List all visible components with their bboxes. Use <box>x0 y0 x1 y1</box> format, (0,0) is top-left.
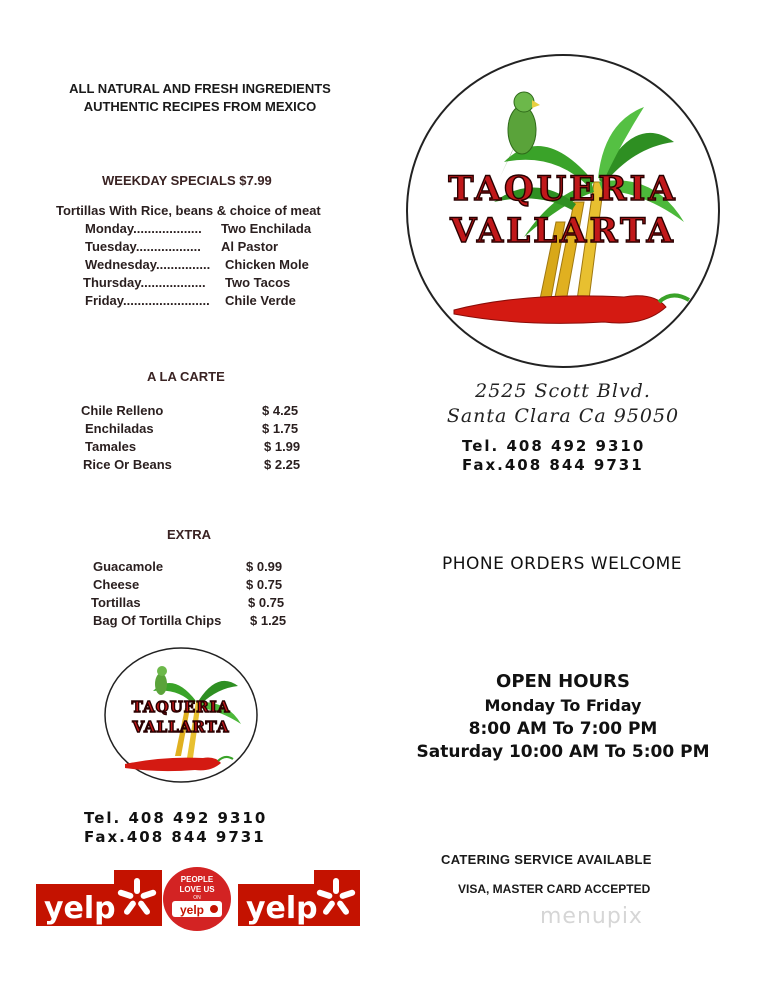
special-dish: Al Pastor <box>221 239 279 254</box>
special-dish: Two Tacos <box>225 275 291 290</box>
yelp-wordmark: yelp <box>44 891 116 926</box>
menu-item-price: $ 1.75 <box>262 421 299 436</box>
catering-service: CATERING SERVICE AVAILABLE <box>441 852 652 867</box>
open-hours-weekdays: Monday To Friday <box>484 696 642 715</box>
menu-item-name: Rice Or Beans <box>83 457 172 472</box>
open-hours-title: OPEN HOURS <box>496 671 630 692</box>
logo-title-line-1: TAQUERIA <box>131 698 231 716</box>
special-day: Friday........................ <box>85 293 210 308</box>
extra-item-price: $ 0.75 <box>248 595 285 610</box>
address-line-2: Santa Clara Ca 95050 <box>446 405 680 427</box>
extra-title: EXTRA <box>167 527 212 542</box>
tagline <box>40 80 360 116</box>
extra-item-price: $ 0.99 <box>246 559 283 574</box>
fax-number: Fax.408 844 9731 <box>462 456 644 474</box>
yelp-logo-right <box>238 870 360 926</box>
logo-title-line-2: VALLARTA <box>132 718 230 736</box>
badge-line-2: LOVE US <box>179 885 215 894</box>
menu-item-price: $ 1.99 <box>264 439 301 454</box>
phone-orders-welcome: PHONE ORDERS WELCOME <box>442 554 682 574</box>
payment-accepted: VISA, MASTER CARD ACCEPTED <box>458 882 651 896</box>
logo-title-line-2: VALLARTA <box>450 211 676 251</box>
extra-item-name: Cheese <box>93 577 140 592</box>
menu-item-name: Chile Relleno <box>81 403 164 418</box>
badge-line-1: PEOPLE <box>180 875 214 884</box>
logo-title-line-1: TAQUERIA <box>448 169 678 209</box>
menupix-watermark: menupix <box>540 904 643 929</box>
special-day: Wednesday............... <box>85 257 211 272</box>
open-hours-weekday-times: 8:00 AM To 7:00 PM <box>468 719 658 739</box>
special-day: Monday................... <box>85 221 202 236</box>
special-day: Thursday.................. <box>83 275 206 290</box>
yelp-logo-left <box>36 870 162 926</box>
menu-item-name: Tamales <box>85 439 137 454</box>
weekday-specials-subtitle: Tortillas With Rice, beans & choice of meat <box>56 203 321 218</box>
extra-item-name: Tortillas <box>91 595 141 610</box>
extra-item-name: Bag Of Tortilla Chips <box>93 613 222 628</box>
yelp-people-love-us-badge <box>162 866 232 932</box>
a-la-carte-title: A LA CARTE <box>147 369 225 384</box>
tagline-line-1: ALL NATURAL AND FRESH INGREDIENTS <box>69 81 331 96</box>
phone-number: Tel. 408 492 9310 <box>462 437 646 455</box>
badge-yelp-word: yelp <box>179 903 205 917</box>
extra-item-name: Guacamole <box>93 559 164 574</box>
yelp-burst-icon <box>210 905 218 913</box>
menu-item-price: $ 4.25 <box>262 403 299 418</box>
extra-item-price: $ 0.75 <box>246 577 283 592</box>
extra-item-price: $ 1.25 <box>250 613 287 628</box>
phone-number-left: Tel. 408 492 9310 <box>84 809 268 827</box>
open-hours-saturday: Saturday 10:00 AM To 5:00 PM <box>416 742 710 762</box>
special-dish: Two Enchilada <box>221 221 312 236</box>
yelp-wordmark: yelp <box>246 891 318 926</box>
special-dish: Chicken Mole <box>225 257 309 272</box>
tagline-line-2: AUTHENTIC RECIPES FROM MEXICO <box>83 99 317 114</box>
weekday-specials-title: WEEKDAY SPECIALS $7.99 <box>102 173 272 188</box>
special-day: Tuesday.................. <box>85 239 201 254</box>
badge-line-3: ON <box>193 895 201 901</box>
menu-item-price: $ 2.25 <box>264 457 301 472</box>
taqueria-logo-large <box>404 52 722 370</box>
fax-number-left: Fax.408 844 9731 <box>84 828 266 846</box>
special-dish: Chile Verde <box>225 293 296 308</box>
address-line-1: 2525 Scott Blvd. <box>475 380 651 402</box>
taqueria-logo-small <box>103 646 259 784</box>
menu-item-name: Enchiladas <box>85 421 154 436</box>
